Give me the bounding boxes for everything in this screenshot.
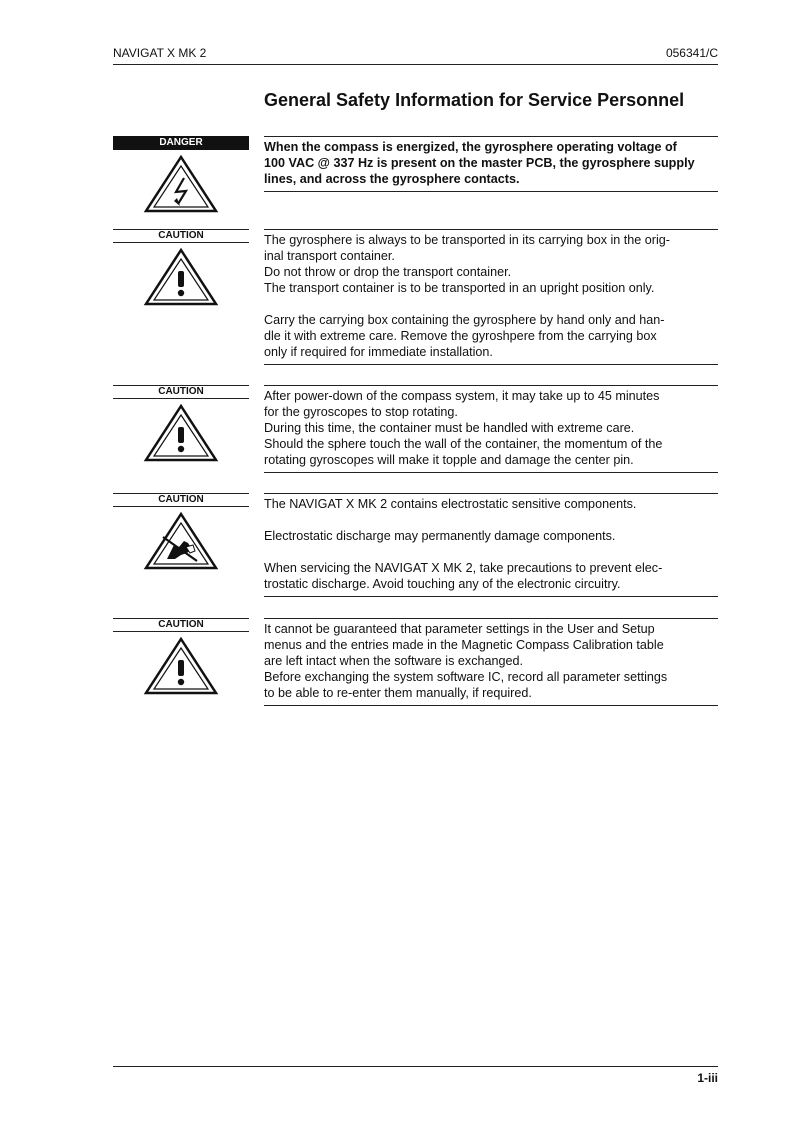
page-footer [113,1066,718,1085]
text-line: The transport container is to be transported in an upright position only. [264,281,655,295]
text-line: When the compass is energized, the gyrosphere operating voltage of [264,140,677,154]
header-document-number: 056341/C [665,46,718,60]
caution-label: CAUTION [113,493,249,507]
caution-text [264,618,718,706]
text-line: The gyrosphere is always to be transported in its carrying box in the orig- [264,233,670,247]
text-line: are left intact when the software is exchanged. [264,654,524,668]
caution-text [264,229,718,365]
text-line: Before exchanging the system software IC, record all parameter settings [264,670,668,684]
text-line: Carry the carrying box containing the gyrosphere by hand only and han- [264,313,665,327]
danger-label: DANGER [113,136,249,150]
text-line: lines, and across the gyrosphere contacts. [264,172,520,186]
text-line: Should the sphere touch the wall of the container, the momentum of the [264,437,663,451]
text-line: When servicing the NAVIGAT X MK 2, take precautions to prevent elec- [264,561,663,575]
text-line: dle it with extreme care. Remove the gyroshpere from the carrying box [264,329,657,343]
page-title: General Safety Information for Service Personnel [264,90,685,110]
text-line: rotating gyroscopes will make it topple and damage the center pin. [264,453,634,467]
text-line: for the gyroscopes to stop rotating. [264,405,458,419]
text-line: The NAVIGAT X MK 2 contains electrostatic sensitive components. [264,497,637,511]
esd-warning-icon [143,511,219,571]
exclamation-warning-icon [143,636,219,696]
caution-label: CAUTION [113,229,249,243]
text-line: to be able to re-enter them manually, if required. [264,686,532,700]
text-line: trostatic discharge. Avoid touching any of the electronic circuitry. [264,577,621,591]
text-line: 100 VAC @ 337 Hz is present on the master PCB, the gyrosphere supply [264,156,695,170]
text-line: Electrostatic discharge may permanently damage components. [264,529,616,543]
caution-text [264,385,718,473]
text-line: inal transport container. [264,249,395,263]
caution-label: CAUTION [113,385,249,399]
text-line: During this time, the container must be handled with extreme care. [264,421,635,435]
exclamation-warning-icon [143,247,219,307]
electric-shock-warning-icon [143,154,219,214]
text-line: After power-down of the compass system, it may take up to 45 minutes [264,389,660,403]
header-product-name: NAVIGAT X MK 2 [113,46,207,60]
text-line: only if required for immediate installation. [264,345,493,359]
text-line: menus and the entries made in the Magnetic Compass Calibration table [264,638,664,652]
text-line: It cannot be guaranteed that parameter settings in the User and Setup [264,622,655,636]
exclamation-warning-icon [143,403,219,463]
text-line: Do not throw or drop the transport container. [264,265,512,279]
caution-label: CAUTION [113,618,249,632]
page-number: 1-iii [697,1071,718,1085]
danger-text [264,136,718,192]
caution-text [264,493,718,597]
page-header [113,44,718,65]
